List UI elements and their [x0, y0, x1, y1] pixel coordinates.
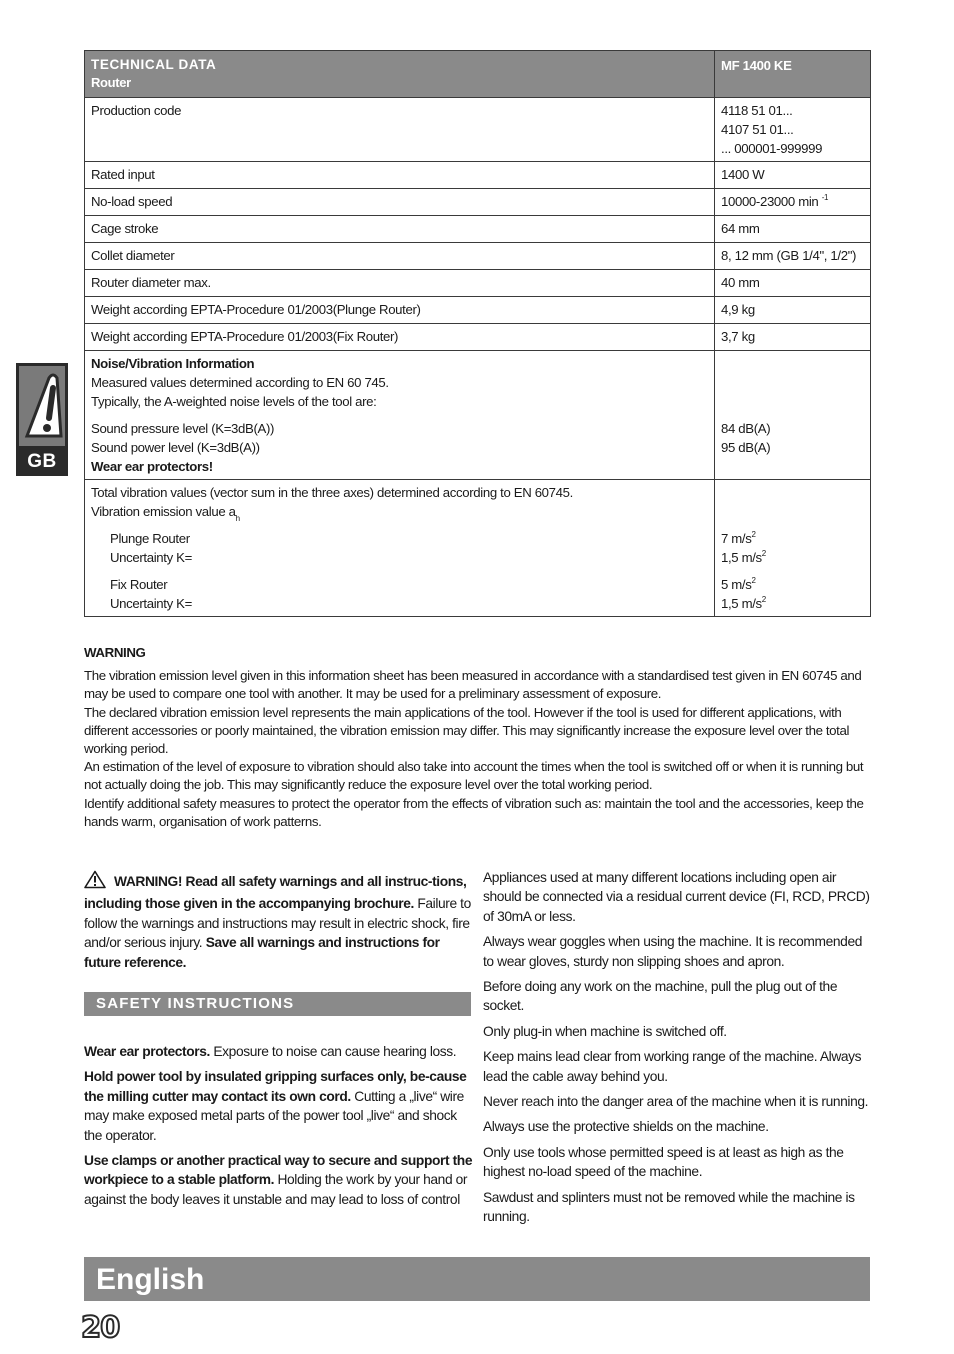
speed-value: 10000-23000 min — [721, 194, 819, 209]
general-warning-text: Failure to follow the warnings and instructions may result in electric shock, fire and/or serious injury. — [84, 896, 471, 951]
vibration-line-1: Total vibration values (vector sum in the three axes) determined according to EN 60745. — [91, 485, 573, 500]
technical-data-table — [84, 50, 871, 617]
warning-triangle-icon — [84, 870, 106, 894]
general-warning-bold: WARNING! Read all safety warnings and all instruc-tions, including those given in the accompanying brochure. — [84, 874, 467, 912]
production-code-3: ... 000001-999999 — [721, 141, 823, 156]
table-row — [85, 270, 871, 297]
row-value: 3,7 kg — [715, 324, 871, 351]
row-label: Cage stroke — [85, 216, 715, 243]
row-value: 4,9 kg — [715, 297, 871, 324]
production-code-2: 4107 51 01... — [721, 122, 794, 137]
safety-item: Never reach into the danger area of the machine when it is running. — [483, 1094, 869, 1110]
safety-item: Always use the protective shields on the machine. — [483, 1119, 769, 1135]
warning-paragraph: The vibration emission level given in this information sheet has been measured in accordance with a standardised test given in EN 60745 and may be used to compare one tool with another. It may be used for a preliminary assessment of exposure. — [84, 668, 862, 702]
row-label: Weight according EPTA-Procedure 01/2003(Fix Router) — [85, 324, 715, 351]
language-side-tab — [16, 363, 68, 476]
table-row — [85, 189, 871, 216]
safety-item: Appliances used at many different locations including open air should be connected via a residual current device (FI, RCD, PRCD) of 30mA or less. — [483, 870, 870, 924]
sound-power-label: Sound power level (K=3dB(A)) — [91, 440, 260, 455]
row-label: Router diameter max. — [85, 270, 715, 297]
row-label: Production code — [85, 98, 715, 162]
page-number: 20 — [81, 1310, 120, 1344]
row-value: 8, 12 mm (GB 1/4", 1/2") — [715, 243, 871, 270]
plunge-vibration-value: 7 $m/s^2$ — [721, 530, 756, 546]
left-column — [84, 870, 474, 1215]
vibration-info-cell — [85, 480, 715, 617]
speed-unit-exponent: -1 — [821, 193, 829, 202]
safety-item: Hold power tool by insulated gripping surfaces only, be-cause the milling cutter may contact its own cord. Cutting a „live“ wire may make exposed metal parts of the power tool „live“ and shock the operator. — [84, 1069, 467, 1143]
row-value: 1400 W — [715, 162, 871, 189]
table-header-row — [85, 51, 871, 98]
warning-paragraph: The declared vibration emission level represents the main applications of the tool. However if the tool is used for different applications, with different accessories or poorly maintained, the vibration emission may differ. This may significantly increase the exposure level over the total working period. — [84, 704, 850, 757]
safety-item: Keep mains lead clear from working range of the machine. Always lead the cable away behind you. — [483, 1049, 862, 1084]
noise-row — [85, 351, 871, 480]
table-row — [85, 98, 871, 162]
noise-info-cell — [85, 351, 715, 480]
table-row — [85, 297, 871, 324]
production-code-1: 4118 51 01... — [721, 103, 793, 118]
vibration-warning — [84, 644, 874, 831]
sound-pressure-value: 84 dB(A) — [721, 421, 771, 436]
safety-item: Use clamps or another practical way to secure and support the workpiece to a stable platform. Holding the work by your hand or against the body leaves it unstable and may lead to loss of control — [84, 1153, 473, 1207]
table-row — [85, 324, 871, 351]
row-value: 64 mm — [715, 216, 871, 243]
table-model: MF 1400 KE — [715, 51, 871, 98]
noise-heading: Noise/Vibration Information — [91, 356, 255, 371]
vibration-values-cell — [715, 480, 871, 617]
general-warning — [84, 870, 474, 972]
safety-item: Wear ear protectors. Exposure to noise can cause hearing loss. — [84, 1044, 457, 1060]
table-subtitle: Router — [91, 75, 131, 90]
table-row — [85, 216, 871, 243]
table-header-title-cell — [85, 51, 715, 98]
row-value — [715, 98, 871, 162]
row-label: Rated input — [85, 162, 715, 189]
fix-router-label: Fix Router — [110, 577, 168, 592]
sound-pressure-label: Sound pressure level (K=3dB(A)) — [91, 421, 275, 436]
general-warning-save: Save all warnings and instructions for future reference. — [84, 935, 440, 970]
noise-values-cell — [715, 351, 871, 480]
safety-instructions-heading: SAFETY INSTRUCTIONS — [84, 992, 471, 1016]
fix-vibration-value: 5 $m/s^2$ — [721, 576, 756, 592]
vibration-line-2: Vibration emission value $a_h$ — [91, 504, 240, 523]
row-label: No-load speed — [85, 189, 715, 216]
right-column — [483, 868, 873, 1233]
warning-paragraph: Identify additional safety measures to protect the operator from the effects of vibration such as: maintain the tool and the accessories, keep the hands warm, organisation of work patterns. — [84, 795, 864, 829]
table-row — [85, 243, 871, 270]
plunge-uncertainty-value: 1,5 $m/s^2$ — [721, 549, 766, 565]
plunge-uncertainty-label: Uncertainty K= — [110, 550, 192, 565]
sound-power-value: 95 dB(A) — [721, 440, 771, 455]
warning-heading: WARNING — [84, 645, 146, 660]
safety-item: Always wear goggles when using the machine. It is recommended to wear gloves, sturdy non slipping shoes and apron. — [483, 934, 862, 969]
ear-protectors-note: Wear ear protectors! — [91, 459, 213, 474]
safety-item: Only use tools whose permitted speed is at least as high as the highest no-load speed of the machine. — [483, 1144, 844, 1180]
row-label: Weight according EPTA-Procedure 01/2003(Plunge Router) — [85, 297, 715, 324]
row-value: 40 mm — [715, 270, 871, 297]
fix-uncertainty-value: 1,5 $m/s^2$ — [721, 595, 766, 611]
warning-paragraph: An estimation of the level of exposure to vibration should also take into account the times when the tool is switched off or when it is running but not actually doing the job. This may significantly reduce the exposure level over the total working period. — [84, 759, 864, 793]
language-code: GB — [27, 451, 57, 472]
vibration-row — [85, 480, 871, 617]
fix-uncertainty-label: Uncertainty K= — [110, 596, 192, 611]
row-label: Collet diameter — [85, 243, 715, 270]
noise-line-1: Measured values determined according to EN 60 745. — [91, 375, 389, 390]
table-row — [85, 162, 871, 189]
noise-line-2: Typically, the A-weighted noise levels of the tool are: — [91, 394, 377, 409]
vibration-subscript: h — [235, 514, 240, 523]
row-value — [715, 189, 871, 216]
language-bar: English — [84, 1257, 870, 1301]
warning-exclamation-icon — [19, 366, 65, 446]
safety-item: Only plug-in when machine is switched off. — [483, 1023, 727, 1039]
table-title: TECHNICAL DATA — [91, 57, 217, 72]
plunge-router-label: Plunge Router — [110, 531, 190, 546]
safety-item: Before doing any work on the machine, pull the plug out of the socket. — [483, 979, 838, 1014]
safety-item: Sawdust and splinters must not be removed while the machine is running. — [483, 1189, 855, 1225]
